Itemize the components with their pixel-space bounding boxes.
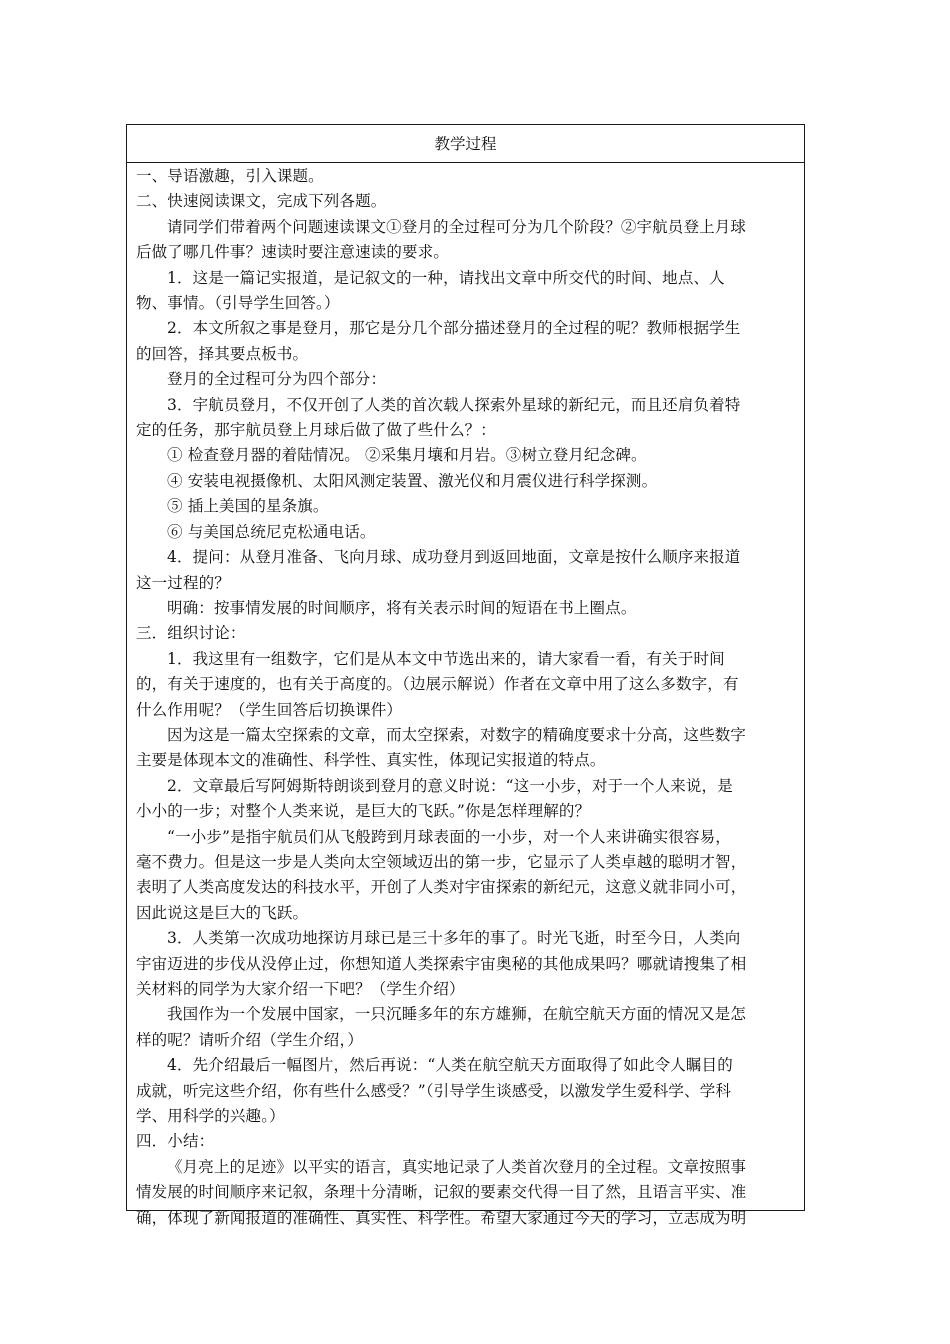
text-line: 2．本文所叙之事是登月，那它是分几个部分描述登月的全过程的呢？教师根据学生 [167, 319, 741, 338]
table-header: 教学过程 [127, 125, 804, 163]
text-line: 这一过程的？ [136, 573, 230, 592]
text-line: 小小的一步；对整个人类来说，是巨大的飞跃。”你是怎样理解的？ [136, 802, 591, 821]
text-line: 的，有关于速度的，也有关于高度的。（边展示解说）作者在文章中用了这么多数字，有 [136, 675, 739, 694]
text-line: 《月亮上的足迹》以平实的语言，真实地记录了人类首次登月的全过程。文章按照事 [167, 1157, 747, 1176]
text-line: 学、用科学的兴趣。） [136, 1107, 285, 1126]
text-line: 一、导语激趣，引入课题。 [136, 167, 324, 185]
text-line: 毫不费力。但是这一步是人类向太空领域迈出的第一步，它显示了人类卓越的聪明才智， [136, 852, 747, 871]
text-line: 什么作用呢？（学生回答后切换课件） [136, 700, 403, 719]
text-line: 登月的全过程可分为四个部分： [167, 370, 387, 389]
text-line: ① 检查登月器的着陆情况。 ②采集月壤和月岩。③树立登月纪念碑。 [167, 446, 647, 465]
text-line: 二、快速阅读课文，完成下列各题。 [136, 192, 387, 211]
text-line: 我国作为一个发展中国家，一只沉睡多年的东方雄狮，在航空航天方面的情况又是怎 [167, 1005, 747, 1024]
text-line: 后做了哪几件事？速读时要注意速读的要求。 [136, 243, 450, 262]
text-line: 3．人类第一次成功地探访月球已是三十多年的事了。时光飞逝，时至今日，人类向 [167, 929, 741, 948]
text-line: 确，体现了新闻报道的准确性、真实性、科学性。希望大家通过今天的学习，立志成为明 [136, 1208, 747, 1227]
text-line: 情发展的时间顺序来记叙，条理十分清晰，记叙的要素交代得一目了然，且语言平实、准 [136, 1183, 747, 1202]
text-line: 样的呢？请听介绍（学生介绍，） [136, 1030, 364, 1049]
text-line: 成就，听完这些介绍，你有些什么感受？”（引导学生谈感受，以激发学生爱科学、学科 [136, 1081, 732, 1100]
text-line: 宇宙迈进的步伐从没停止过，你想知道人类探索宇宙奥秘的其他成果吗？哪就请搜集了相 [136, 954, 747, 973]
text-line: 3．宇航员登月，不仅开创了人类的首次载人探索外星球的新纪元，而且还肩负着特 [167, 395, 741, 414]
text-line: 2．文章最后写阿姆斯特朗谈到登月的意义时说：“这一小步，对于一个人来说，是 [167, 776, 733, 795]
text-line: 1．这是一篇记实报道，是记叙文的一种，请找出文章中所交代的时间、地点、人 [167, 268, 725, 287]
text-line: 4．提问：从登月准备、飞向月球、成功登月到返回地面，文章是按什么顺序来报道 [167, 548, 741, 567]
text-line: 明确：按事情发展的时间顺序，将有关表示时间的短语在书上圈点。 [167, 598, 637, 617]
text-line: 因此说这是巨大的飞跃。 [136, 903, 309, 922]
text-line: 因为这是一篇太空探索的文章，而太空探索，对数字的精确度要求十分高，这些数字 [167, 725, 747, 744]
text-line: ⑤ 插上美国的星条旗。 [167, 497, 329, 516]
text-line: 表明了人类高度发达的科技水平，开创了人类对宇宙探索的新纪元，这意义就非同小可， [136, 878, 747, 897]
text-line: 四．小结： [136, 1132, 215, 1151]
text-line: 物、事情。（引导学生回答。） [136, 294, 340, 313]
lesson-process-table [126, 124, 805, 1227]
text-line: 关材料的同学为大家介绍一下吧？（学生介绍） [136, 980, 465, 998]
text-line: 主要是体现本文的准确性、科学性、真实性，体现记实报道的特点。 [136, 751, 606, 770]
text-line: ⑥ 与美国总统尼克松通电话。 [167, 522, 376, 541]
text-line: 1．我这里有一组数字，它们是从本文中节选出来的，请大家看一看，有关于时间 [167, 649, 725, 668]
text-line: 的回答，择其要点板书。 [136, 344, 309, 363]
table-body [127, 163, 804, 1231]
text-line: ④ 安装电视摄像机、太阳风测定装置、激光仪和月震仪进行科学探测。 [167, 471, 658, 490]
text-line: “一小步”是指宇航员们从飞般跨到月球表面的一小步，对一个人来讲确实很容易， [167, 827, 731, 846]
text-line: 请同学们带着两个问题速读课文①登月的全过程可分为几个阶段？②宇航员登上月球 [167, 217, 747, 236]
text-line: 三．组织讨论： [136, 624, 246, 643]
text-line: 4．先介绍最后一幅图片，然后再说：“人类在航空航天方面取得了如此令人瞩目的 [167, 1056, 733, 1075]
text-line: 定的任务，那宇航员登上月球后做了做了些什么？： [136, 421, 496, 440]
